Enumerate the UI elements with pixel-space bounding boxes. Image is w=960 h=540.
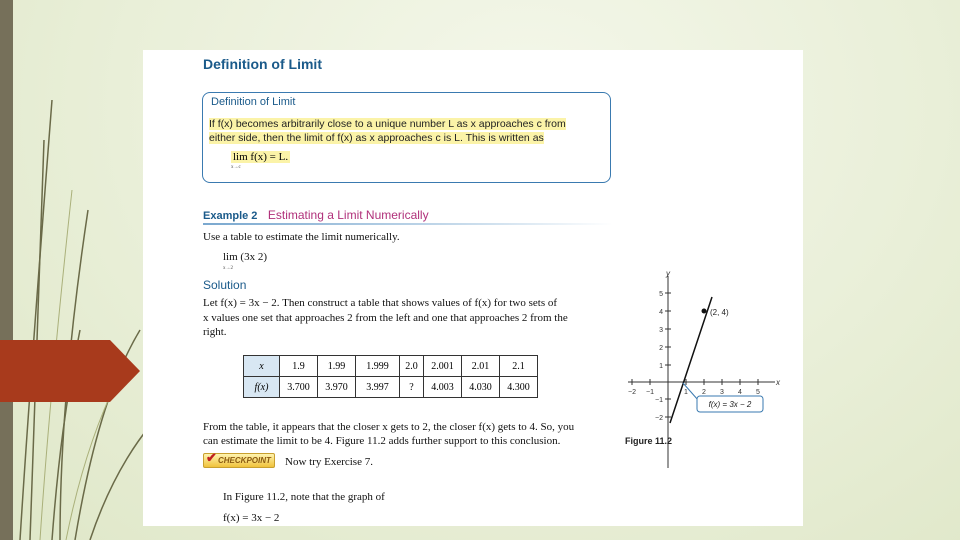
y-axis-label: y: [666, 269, 670, 278]
definition-text: [209, 117, 604, 145]
conclusion-line-1: From the table, it appears that the closer x gets to 2, the closer f(x) gets to 4. So, you: [203, 421, 575, 433]
solution-heading: Solution: [203, 278, 247, 292]
table-cell: 1.99: [318, 356, 356, 377]
table-cell: 3.970: [318, 377, 356, 398]
example-instruction: Use a table to estimate the limit numerically.: [203, 231, 400, 243]
table-cell: 4.300: [500, 377, 538, 398]
table-cell: 1.9: [280, 356, 318, 377]
table-cell: x: [244, 356, 280, 377]
y-tick-label: 3: [659, 327, 663, 334]
definition-line-2: either side, then the limit of f(x) as x approaches c is L. This is written as: [209, 132, 544, 144]
function-label: f(x) = 3x − 2: [708, 400, 752, 409]
point-label: (2, 4): [710, 308, 729, 317]
example-header: [203, 206, 429, 224]
page-title: Definition of Limit: [203, 56, 322, 72]
checkpoint-badge: [203, 450, 275, 468]
x-tick-label: 4: [738, 389, 742, 396]
table-cell: 4.003: [424, 377, 462, 398]
checkmark-icon: ✔: [206, 450, 217, 465]
definition-box: [202, 92, 611, 183]
checkpoint-text: Now try Exercise 7.: [285, 456, 373, 468]
x-tick-label: −1: [646, 389, 654, 396]
solution-line-2: x values one set that approaches 2 from the left and one that approaches 2 from the: [203, 312, 568, 324]
x-tick-label: −2: [628, 389, 636, 396]
figure-graph: [623, 268, 783, 478]
y-tick-label: 1: [659, 363, 663, 370]
solution-line-3: right.: [203, 326, 227, 338]
y-tick-label: 4: [659, 309, 663, 316]
table-cell: 2.1: [500, 356, 538, 377]
y-tick-label: −1: [655, 397, 663, 404]
note-line-2: f(x) = 3x − 2: [223, 512, 280, 524]
table-row: [244, 356, 538, 377]
table-cell: f(x): [244, 377, 280, 398]
definition-heading: Definition of Limit: [211, 96, 296, 108]
checkpoint-label: CHECKPOINT: [218, 456, 271, 465]
conclusion-line-2: can estimate the limit to be 4. Figure 11.2 adds further support to this conclusion.: [203, 435, 561, 447]
table-cell: 3.700: [280, 377, 318, 398]
y-tick-label: −2: [655, 415, 663, 422]
point-2-4: [702, 309, 707, 314]
y-tick-label: 2: [659, 345, 663, 352]
table-cell: 4.030: [462, 377, 500, 398]
definition-equation: lim f(x) = L.: [233, 151, 289, 163]
y-tick-label: 5: [659, 291, 663, 298]
red-arrow-shape: [0, 340, 140, 402]
table-cell: 2.0: [400, 356, 424, 377]
table-cell: 2.01: [462, 356, 500, 377]
table-cell: 2.001: [424, 356, 462, 377]
example-expression-subscript: x→2: [223, 266, 233, 271]
definition-equation-subscript: x→c: [231, 165, 241, 170]
x-tick-label: 1: [684, 389, 688, 396]
table-cell: ?: [400, 377, 424, 398]
x-tick-label: 2: [702, 389, 706, 396]
definition-line-1: If f(x) becomes arbitrarily close to a unique number L as x approaches c from: [209, 118, 566, 130]
table-row: [244, 377, 538, 398]
table-cell: 3.997: [356, 377, 400, 398]
table-cell: 1.999: [356, 356, 400, 377]
figure-caption: Figure 11.2: [625, 436, 673, 446]
example-divider: [203, 223, 613, 225]
x-tick-label: 5: [756, 389, 760, 396]
example-label: Example 2: [203, 210, 258, 222]
example-expression: lim (3x 2): [223, 251, 267, 263]
x-tick-label: 3: [720, 389, 724, 396]
limit-table: [243, 355, 538, 398]
example-title: Estimating a Limit Numerically: [267, 208, 429, 222]
note-line-1: In Figure 11.2, note that the graph of: [223, 491, 385, 503]
solution-line-1: Let f(x) = 3x − 2. Then construct a table that shows values of f(x) for two sets of: [203, 297, 558, 309]
textbook-page: [143, 50, 803, 526]
x-axis-label: x: [776, 378, 780, 387]
